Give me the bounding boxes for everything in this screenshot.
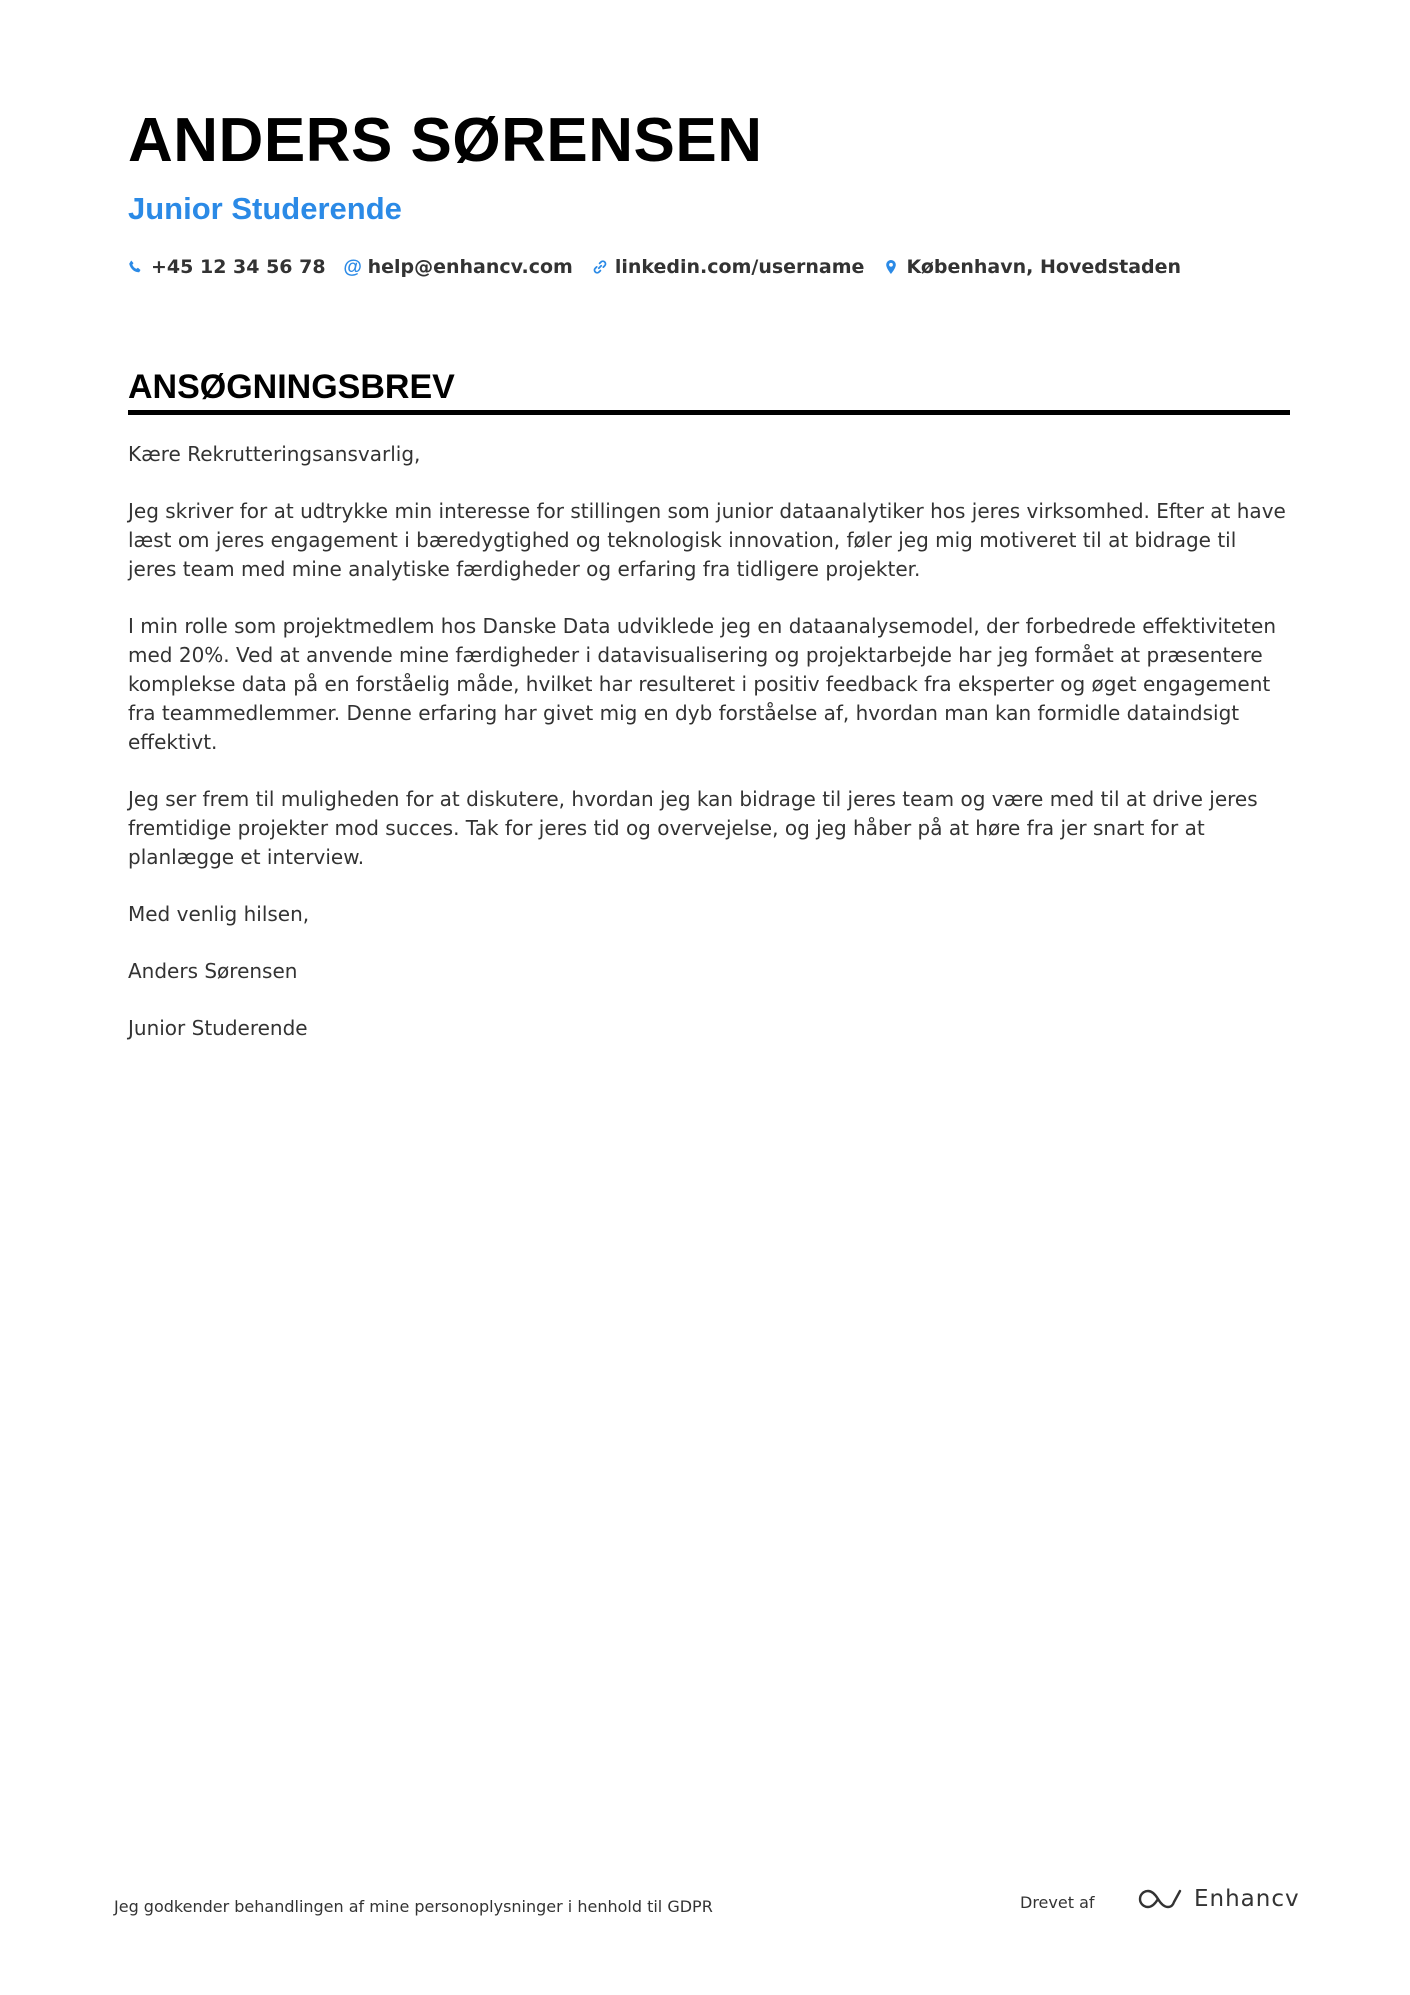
letter-greeting: Kære Rekrutteringsansvarlig, [128, 442, 421, 466]
signature-role: Junior Studerende [128, 1016, 308, 1040]
letter-paragraph: Jeg skriver for at udtrykke min interesse for stillingen som junior dataanalytiker hos jeres virksomhed. Efter at have læst om jeres engagement i bæredygtighed og teknologisk innovation, føler jeg mig motiveret til at bidrage til jeres team med mine analytiske færdigheder og erfaring fra tidligere projekter. [128, 499, 1286, 581]
location-pin-icon [883, 259, 899, 275]
signature-name: Anders Sørensen [128, 959, 298, 983]
at-icon: @ [343, 256, 362, 278]
letter-paragraph: Jeg ser frem til muligheden for at diskutere, hvordan jeg kan bidrage til jeres team og være med til at drive jeres fremtidige projekter mod succes. Tak for jeres tid og overvejelse, og jeg håber på at høre fra jer snart for at planlægge et interview. [128, 787, 1258, 869]
section-divider [128, 410, 1290, 415]
enhancv-brand-name: Enhancv [1194, 1886, 1300, 1912]
enhancv-logo-icon [1138, 1886, 1184, 1912]
letter-paragraph: I min rolle som projektmedlem hos Danske Data udviklede jeg en dataanalysemodel, der forbedrede effektiviteten med 20%. Ved at anvende mine færdigheder i datavisualisering og projektarbejde har jeg formået at præsentere komplekse data på en forståelig måde, hvilket har resulteret i positiv feedback fra eksperter og øget engagement fra teammedlemmer. Denne erfaring har givet mig en dyb forståelse af, hvordan man kan formidle dataindsigt effektivt. [128, 614, 1276, 754]
section-title: ANSØGNINGSBREV [128, 368, 455, 406]
contact-email[interactable] [345, 254, 573, 280]
candidate-role: Junior Studerende [128, 191, 402, 226]
letter-closing: Med venlig hilsen, [128, 902, 310, 926]
phone-icon [128, 259, 144, 275]
contact-phone-text: +45 12 34 56 78 [151, 256, 326, 278]
link-icon [592, 259, 608, 275]
contact-email-text[interactable]: help@enhancv.com [367, 256, 573, 278]
powered-by-label: Drevet af [1020, 1893, 1095, 1912]
contact-location-text: København, Hovedstaden [906, 256, 1182, 278]
contact-linkedin-text[interactable]: linkedin.com/username [614, 256, 865, 278]
contact-row [128, 254, 1181, 280]
contact-location [883, 254, 1181, 280]
contact-phone [128, 254, 326, 280]
candidate-name: ANDERS SØRENSEN [128, 106, 763, 175]
gdpr-consent-note: Jeg godkender behandlingen af mine personoplysninger i henhold til GDPR [114, 1897, 713, 1916]
letter-body [128, 440, 1290, 1071]
enhancv-brand[interactable] [1138, 1886, 1300, 1912]
contact-linkedin[interactable] [592, 254, 865, 280]
